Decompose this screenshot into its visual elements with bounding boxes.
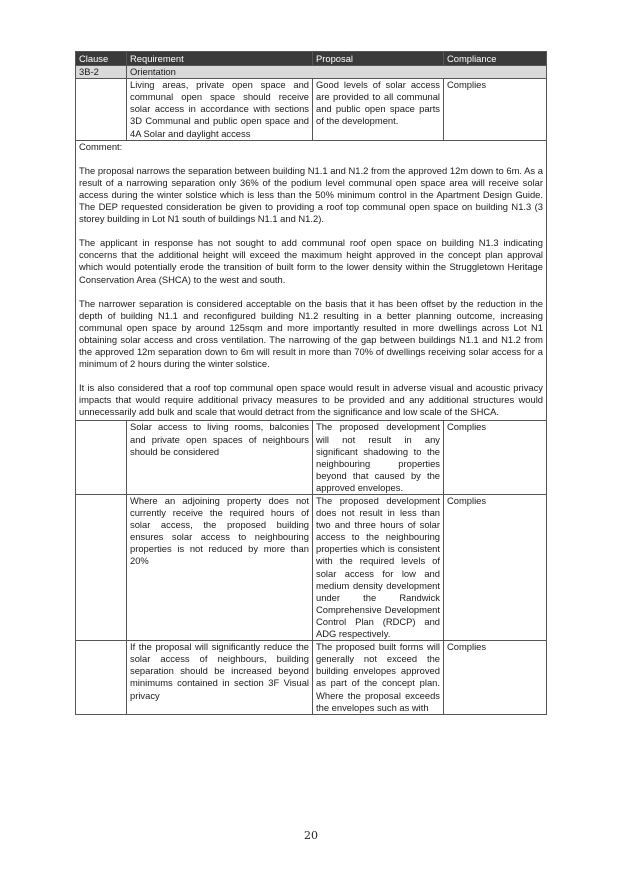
row-clause [76,495,127,641]
row-proposal: The proposed built forms will generally not exceed the building envelopes approved as part of the concept plan. Where the proposal exceeds the envelopes such as with [313,641,444,715]
header-compliance: Compliance [444,52,547,66]
row-requirement: Where an adjoining property does not currently receive the required hours of solar access, the proposed building ensures solar access to neighbouring properties is not reduced by more than 20% [127,495,313,641]
header-requirement: Requirement [127,52,313,66]
row-compliance: Complies [444,421,547,495]
row-compliance: Complies [444,79,547,140]
table-row [76,495,547,641]
row-requirement: Living areas, private open space and communal open space should receive solar access in accordance with sections 3D Communal and public open space and 4A Solar and daylight access [127,79,313,140]
comment-paragraph: The applicant in response has not sought to add communal roof open space on building N1.3 indicating concerns that the additional height will exceed the maximum height approved in the concept plan approval which would potentially erode the transition of built form to the lower density within the Struggletown Heritage Conservation Area (SHCA) to the west and south. [79,237,543,285]
compliance-table [75,51,547,715]
row-compliance: Complies [444,495,547,641]
section-clause: 3B-2 [76,66,127,79]
comment-cell [76,140,547,421]
row-requirement: Solar access to living rooms, balconies and private open spaces of neighbours should be considered [127,421,313,495]
comment-paragraph: The narrower separation is considered acceptable on the basis that it has been offset by the reduction in the depth of building N1.1 and reconfigured building N1.2 resulting in a better planning outcome, increasing communal open space by around 125sqm and more importantly resulted in more dwellings across Lot N1 obtaining solar access and cross ventilation. The narrowing of the gap between buildings N1.1 and N1.2 from the approved 12m separation down to 6m will result in more than 70% of dwellings receiving solar access for a minimum of 2 hours during the winter solstice. [79,297,543,370]
row-clause [76,79,127,140]
table-row [76,79,547,140]
comment-paragraph: The proposal narrows the separation between building N1.1 and N1.2 from the approved 12m down to 6m. As a result of a narrowing separation only 36% of the podium level communal open space area will receive solar access during the winter solstice which is less than the 50% minimum control in the Apartment Design Guide. The DEP requested consideration be given to providing a roof top communal open space on building N1.3 (3 storey building in Lot N1 south of buildings N1.1 and N1.2). [79,164,543,225]
section-title: Orientation [127,66,547,79]
row-compliance: Complies [444,641,547,715]
table-row [76,421,547,495]
page-number: 20 [304,829,318,842]
row-clause [76,641,127,715]
row-requirement: If the proposal will significantly reduce the solar access of neighbours, building separation should be increased beyond minimums contained in section 3F Visual privacy [127,641,313,715]
header-proposal: Proposal [313,52,444,66]
comment-row [76,140,547,421]
header-clause: Clause [76,52,127,66]
row-proposal: Good levels of solar access are provided to all communal and public open space parts of the development. [313,79,444,140]
row-proposal: The proposed development does not result in less than two and three hours of solar access to the neighbouring properties which is consistent with the required levels of solar access for low and medium density development under the Randwick Comprehensive Development Control Plan (RDCP) and ADG respectively. [313,495,444,641]
table-row [76,641,547,715]
table-header-row [76,52,547,66]
row-proposal: The proposed development will not result in any significant shadowing to the neighbouring properties beyond that caused by the approved envelopes. [313,421,444,495]
comment-label: Comment: [79,140,123,152]
section-row [76,66,547,79]
comment-paragraph: It is also considered that a roof top communal open space would result in adverse visual and acoustic privacy impacts that would require additional privacy measures to be provided and any additional structures would unnecessarily add bulk and scale that would detract from the significance and low scale of the SHCA. [79,382,543,418]
row-clause [76,421,127,495]
